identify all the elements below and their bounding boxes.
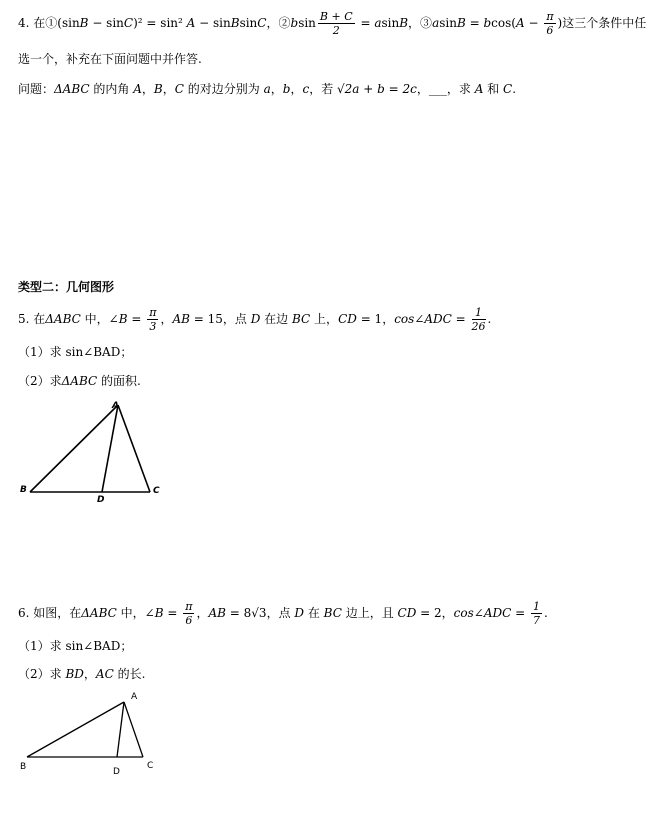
answer-blank: ___ [428, 82, 447, 96]
vertex-c-label: C [147, 761, 154, 771]
vertex-b-label: B [20, 762, 27, 772]
problem-6-sub-1: （1）求 sin∠BAD； [18, 639, 133, 653]
fraction-pi-over-6: $\frac{\pi}{6}$ [546, 10, 554, 37]
segment-ac [124, 702, 143, 757]
fraction-1-over-26: $\frac{1}{26}$ [471, 306, 486, 333]
fraction-pi-over-3: $\frac{\pi}{3}$ [149, 306, 157, 333]
segment-ab [27, 702, 124, 757]
fraction-1-over-7: $\frac{1}{7}$ [533, 600, 540, 627]
fraction-pi-over-6: $\frac{\pi}{6}$ [185, 600, 193, 627]
section-heading: 类型二：几何图形 [18, 280, 115, 294]
problem-4-line-1: 4. 在①(sinB − sinC)² = sin² A − sinBsinC，②bsin $\frac{B + C}{2}$ = asinB，③asinB = bcos(A − $\frac{\pi}{6}$ )这三个条件中任 [18, 10, 646, 37]
problem-6-sub-2: （2）求 BD，AC 的长. [18, 667, 146, 681]
vertex-a-label: A [112, 401, 119, 411]
problem-4-line-2: 选一个，补充在下面问题中并作答. [18, 52, 202, 66]
vertex-a-label: A [131, 692, 138, 702]
problem-5-sub-1: （1）求 sin∠BAD； [18, 345, 133, 359]
vertex-d-label: D [113, 767, 120, 777]
problem-5-sub-2: （2）求ΔABC 的面积. [18, 374, 141, 388]
vertex-c-label: C [153, 486, 160, 496]
problem-5-statement: 5. 在ΔABC 中，∠B = $\frac{\pi}{3}$ ，AB = 15，点 D 在边 BC 上，CD = 1，cos∠ADC = $\frac{1}{26}$ . [18, 306, 492, 333]
segment-ad [117, 702, 124, 757]
problem-6-statement: 6. 如图，在ΔABC 中，∠B = $\frac{\pi}{6}$ ，AB = 8√3，点 D 在 BC 边上，且 CD = 2，cos∠ADC = $\frac{1}{7}$ . [18, 600, 548, 627]
vertex-d-label: D [97, 495, 105, 505]
fraction-b-plus-c-over-2: $\frac{B + C}{2}$ [319, 10, 353, 37]
vertex-b-label: B [20, 485, 27, 495]
problem-4-question: 问题：ΔABC 的内角 A，B，C 的对边分别为 a，b，c，若 √2a + b = 2c，___，求 A 和 C. [18, 82, 517, 96]
